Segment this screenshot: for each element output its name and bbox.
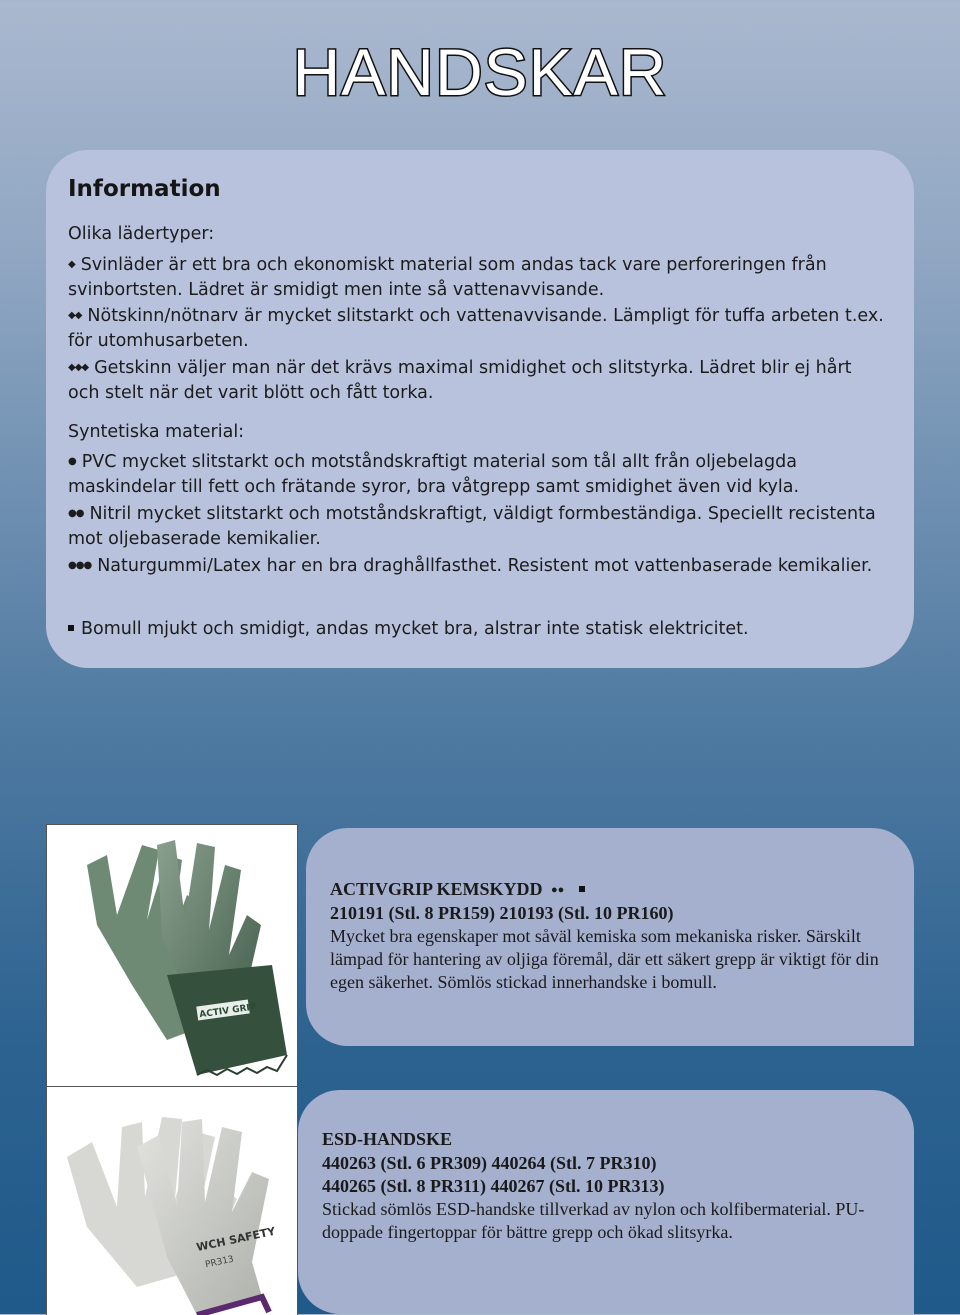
synthetic-item-latex: [68, 553, 888, 579]
synthetic-pvc-text: PVC mycket slitstarkt och motståndskraftigt material som tål allt från oljebelagda maskindelar till fett och frätande syror, bra våtgrepp samt smidighet även vid kyla.: [68, 452, 800, 497]
esd-glove-photo: [46, 1086, 298, 1315]
product-activgrip-codes: 210191 (Stl. 8 PR159) 210193 (Stl. 10 PR160): [330, 903, 674, 923]
leather-item-cow: [68, 303, 888, 354]
information-panel: [46, 150, 914, 668]
leather-cow-text: Nötskinn/nötnarv är mycket slitstarkt och vattenavvisande. Lämpligt för tuffa arbeten t.ex. för utomhusarbeten.: [68, 306, 884, 351]
product-activgrip-name: ACTIVGRIP KEMSKYDD ●●: [330, 878, 585, 902]
activgrip-glove-photo: [46, 824, 298, 1088]
product-esd-name: ESD-HANDSKE: [322, 1129, 453, 1149]
cotton-item: [68, 617, 888, 642]
synthetic-item-nitril: [68, 501, 888, 552]
product-activgrip-description: Mycket bra egenskaper mot såväl kemiska som mekaniska risker. Särskilt lämpad för hantering av oljiga föremål, där ett säkert grepp är viktigt för din egen säkerhet. Sömlös stickad innerhandske i bomull.: [330, 926, 879, 992]
leather-pig-text: Svinläder är ett bra och ekonomiskt material som andas tack vare perforeringen från svinbortsten. Lädret är smidigt men inte så vattenavvisande.: [68, 255, 827, 300]
synthetic-nitril-text: Nitril mycket slitstarkt och motståndskraftigt, väldigt formbeständiga. Speciellt recistenta mot oljebaserade kemikalier.: [68, 504, 876, 549]
product-esd-codes-2: 440265 (Stl. 8 PR311) 440267 (Stl. 10 PR313): [322, 1176, 665, 1196]
product-esd-codes-1: 440263 (Stl. 6 PR309) 440264 (Stl. 7 PR310): [322, 1153, 657, 1173]
synthetic-latex-text: Naturgummi/Latex har en bra draghållfasthet. Resistent mot vattenbaserade kemikalier.: [97, 556, 873, 576]
product-esd-description: Stickad sömlös ESD-handske tillverkad av nylon och kolfibermaterial. PU-doppade fingertoppar för bättre grepp och ökad slitsyrka.: [322, 1199, 865, 1242]
diamond-icon: ◆◆: [68, 310, 82, 321]
grey-glove-icon: [47, 1087, 297, 1315]
glove-code-text: PR313: [204, 1254, 235, 1271]
glove-print-text: ACTIV GRIP: [198, 1002, 258, 1021]
square-icon: [68, 625, 74, 631]
leather-label: Olika lädertyper:: [68, 224, 215, 244]
information-heading: Information: [68, 176, 221, 202]
synthetic-item-pvc: [68, 449, 888, 500]
diamond-icon: ◆◆◆: [68, 362, 89, 373]
dot-icon: ●●: [551, 884, 565, 896]
dot-icon: ●: [68, 456, 76, 467]
leather-goat-text: Getskinn väljer man när det krävs maximal smidighet och slitstyrka. Lädret blir ej hårt och stelt när det varit blött och fått torka.: [68, 358, 852, 403]
synthetic-label: Syntetiska material:: [68, 422, 245, 442]
leather-item-pig: [68, 252, 888, 303]
product-activgrip-panel: [306, 828, 914, 1046]
diamond-icon: ◆: [68, 259, 75, 270]
leather-item-goat: [68, 355, 888, 406]
page-title: HANDSKAR: [292, 35, 668, 109]
product-esd-panel: [298, 1090, 914, 1314]
green-glove-icon: [47, 825, 297, 1087]
cotton-text: Bomull mjukt och smidigt, andas mycket bra, alstrar inte statisk elektricitet.: [81, 619, 749, 639]
glove-print-text: WCH SAFETY: [195, 1224, 277, 1255]
dot-icon: ●●: [68, 508, 84, 519]
dot-icon: ●●●: [68, 560, 92, 571]
square-icon: [579, 886, 585, 892]
